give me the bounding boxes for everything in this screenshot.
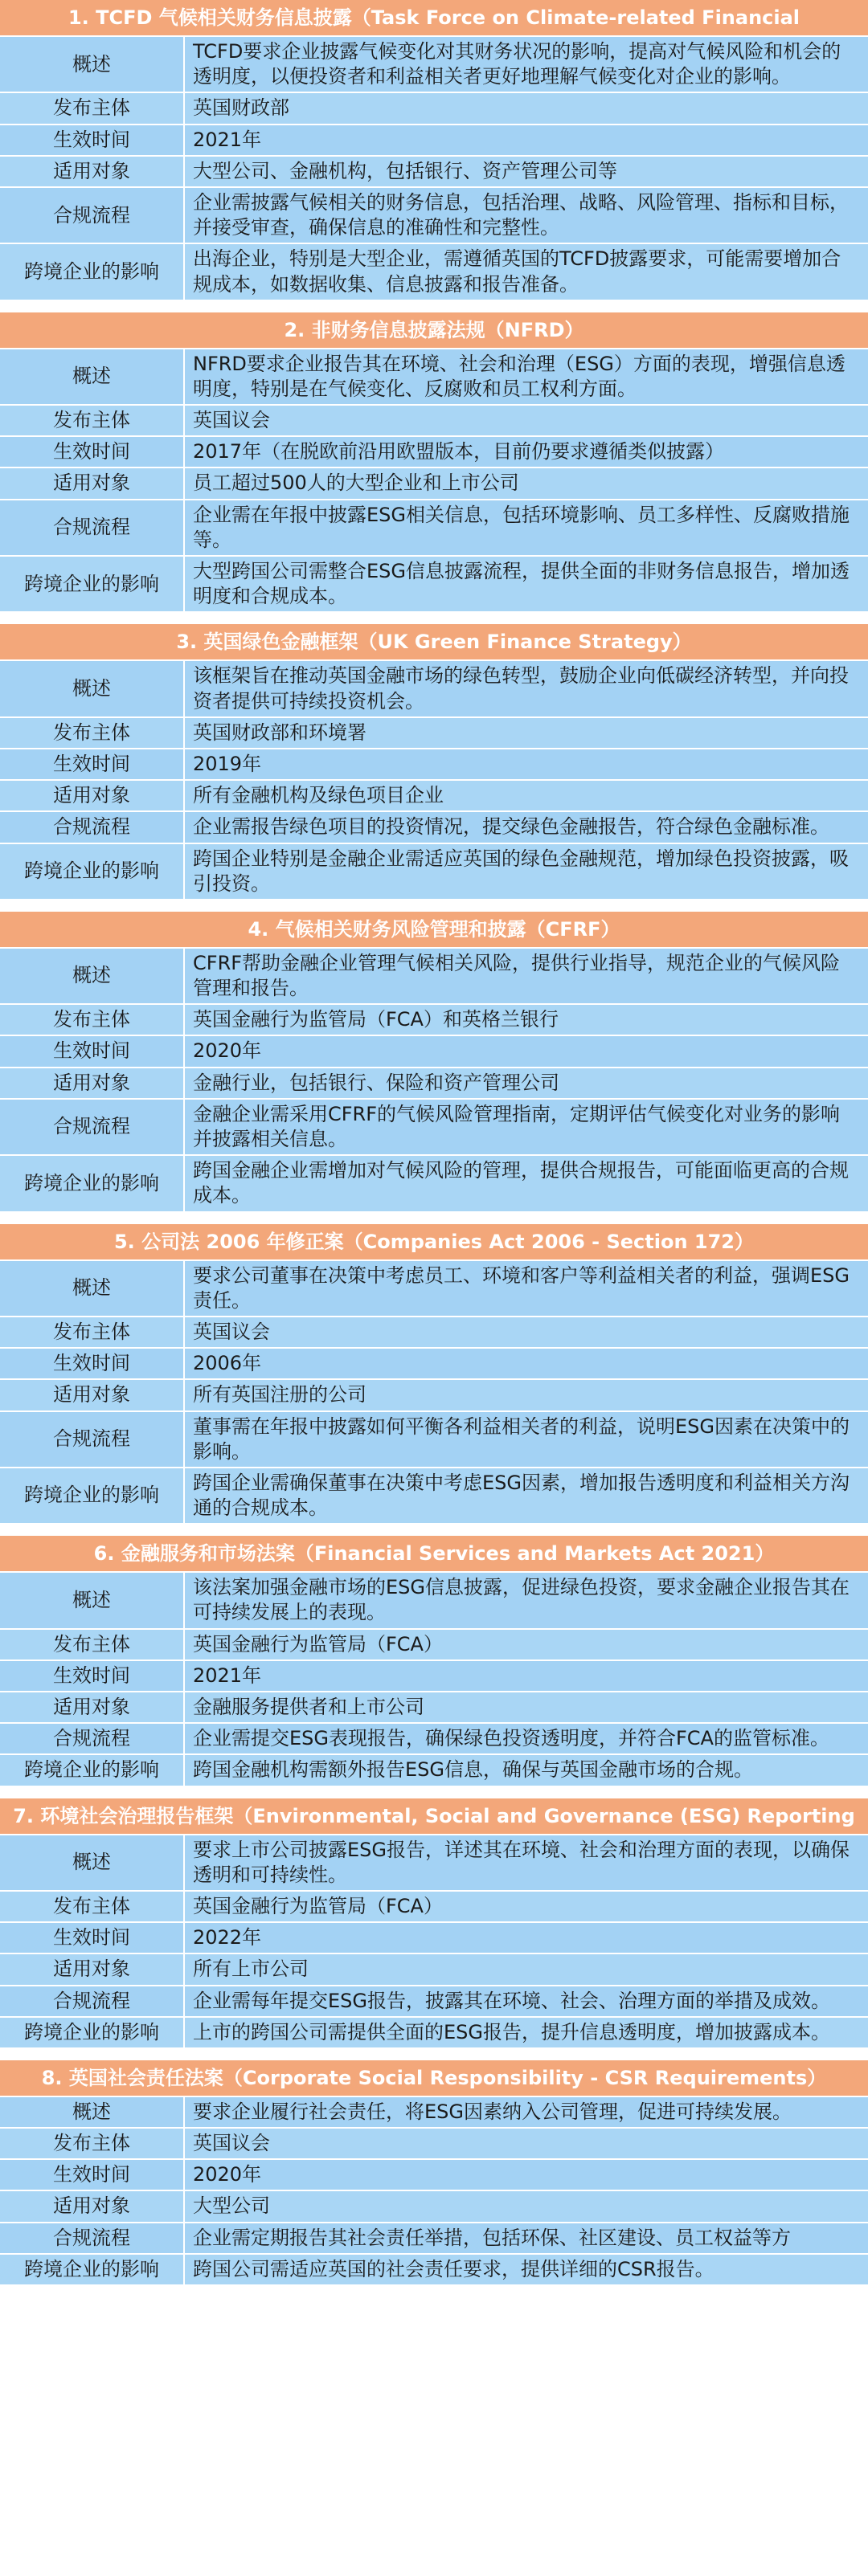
row-value: 金融行业，包括银行、保险和资产管理公司 xyxy=(185,1068,868,1098)
row-label: 生效时间 xyxy=(0,2160,183,2190)
table-row xyxy=(0,93,868,123)
table-row xyxy=(0,718,868,748)
row-label: 适用对象 xyxy=(0,157,183,186)
row-value: 企业需每年提交ESG报告，披露其在环境、社会、治理方面的举措及成效。 xyxy=(185,1986,868,2016)
table-row xyxy=(0,844,868,899)
regulation-section xyxy=(0,912,868,1211)
row-label: 概述 xyxy=(0,2097,183,2127)
row-label: 跨境企业的影响 xyxy=(0,557,183,611)
table-row xyxy=(0,1380,868,1410)
table-row xyxy=(0,781,868,810)
table-row xyxy=(0,949,868,1003)
section-table xyxy=(0,2097,868,2284)
section-title: 2. 非财务信息披露法规（NFRD） xyxy=(0,312,868,348)
table-row xyxy=(0,1661,868,1691)
table-row xyxy=(0,406,868,435)
row-label: 生效时间 xyxy=(0,125,183,155)
table-row xyxy=(0,1317,868,1347)
row-label: 生效时间 xyxy=(0,1349,183,1378)
row-value: 英国议会 xyxy=(185,406,868,435)
row-label: 发布主体 xyxy=(0,2129,183,2158)
row-label: 合规流程 xyxy=(0,188,183,243)
table-row xyxy=(0,1692,868,1722)
row-value: 金融企业需采用CFRF的气候风险管理指南，定期评估气候变化对业务的影响并披露相关信息。 xyxy=(185,1100,868,1154)
table-row xyxy=(0,812,868,842)
section-title: 3. 英国绿色金融框架（UK Green Finance Strategy） xyxy=(0,624,868,659)
row-label: 概述 xyxy=(0,1835,183,1890)
table-row xyxy=(0,125,868,155)
row-label: 适用对象 xyxy=(0,1692,183,1722)
row-value: 英国金融行为监管局（FCA） xyxy=(185,1892,868,1921)
section-table xyxy=(0,1573,868,1785)
table-row xyxy=(0,2018,868,2047)
row-value: 2017年（在脱欧前沿用欧盟版本，目前仍要求遵循类似披露） xyxy=(185,437,868,467)
section-table xyxy=(0,661,868,899)
row-label: 合规流程 xyxy=(0,1100,183,1154)
row-label: 跨境企业的影响 xyxy=(0,244,183,299)
row-value: 英国金融行为监管局（FCA）和英格兰银行 xyxy=(185,1005,868,1035)
table-row xyxy=(0,1005,868,1035)
row-value: 所有上市公司 xyxy=(185,1954,868,1984)
row-value: 英国财政部 xyxy=(185,93,868,123)
row-label: 适用对象 xyxy=(0,1954,183,1984)
row-value: 企业需提交ESG表现报告，确保绿色投资透明度，并符合FCA的监管标准。 xyxy=(185,1724,868,1753)
row-value: 所有英国注册的公司 xyxy=(185,1380,868,1410)
table-row xyxy=(0,1835,868,1890)
table-row xyxy=(0,557,868,611)
row-value: 英国财政部和环境署 xyxy=(185,718,868,748)
row-value: 大型跨国公司需整合ESG信息披露流程，提供全面的非财务信息报告，增加透明度和合规成本。 xyxy=(185,557,868,611)
row-value: 金融服务提供者和上市公司 xyxy=(185,1692,868,1722)
row-label: 生效时间 xyxy=(0,1923,183,1953)
section-title: 6. 金融服务和市场法案（Financial Services and Markets Act 2021） xyxy=(0,1536,868,1571)
table-row xyxy=(0,1068,868,1098)
row-label: 适用对象 xyxy=(0,468,183,498)
table-row xyxy=(0,188,868,243)
row-value: TCFD要求企业披露气候变化对其财务状况的影响，提高对气候风险和机会的透明度，以便投资者和利益相关者更好地理解气候变化对企业的影响。 xyxy=(185,37,868,92)
row-label: 概述 xyxy=(0,1573,183,1627)
regulation-section xyxy=(0,1536,868,1785)
table-row xyxy=(0,1100,868,1154)
table-row xyxy=(0,1954,868,1984)
table-row xyxy=(0,1349,868,1378)
row-value: 跨国金融企业需增加对气候风险的管理，提供合规报告，可能面临更高的合规成本。 xyxy=(185,1156,868,1210)
row-value: 2021年 xyxy=(185,1661,868,1691)
row-value: 跨国金融机构需额外报告ESG信息，确保与英国金融市场的合规。 xyxy=(185,1755,868,1785)
table-row xyxy=(0,2160,868,2190)
regulation-section xyxy=(0,0,868,300)
row-label: 合规流程 xyxy=(0,812,183,842)
row-value: 董事需在年报中披露如何平衡各利益相关者的利益，说明ESG因素在决策中的影响。 xyxy=(185,1412,868,1467)
row-label: 合规流程 xyxy=(0,1986,183,2016)
row-value: 跨国公司需适应英国的社会责任要求，提供详细的CSR报告。 xyxy=(185,2255,868,2284)
row-value: 企业需定期报告其社会责任举措，包括环保、社区建设、员工权益等方 xyxy=(185,2223,868,2253)
row-label: 适用对象 xyxy=(0,1380,183,1410)
row-label: 发布主体 xyxy=(0,406,183,435)
row-label: 发布主体 xyxy=(0,718,183,748)
row-label: 生效时间 xyxy=(0,1661,183,1691)
table-row xyxy=(0,2129,868,2158)
table-row xyxy=(0,1036,868,1066)
row-label: 跨境企业的影响 xyxy=(0,2018,183,2047)
table-row xyxy=(0,1755,868,1785)
section-table xyxy=(0,949,868,1211)
table-row xyxy=(0,37,868,92)
row-value: 大型公司 xyxy=(185,2191,868,2221)
table-row xyxy=(0,749,868,779)
row-label: 跨境企业的影响 xyxy=(0,1156,183,1210)
row-label: 生效时间 xyxy=(0,437,183,467)
row-label: 跨境企业的影响 xyxy=(0,844,183,899)
row-label: 跨境企业的影响 xyxy=(0,1755,183,1785)
section-table xyxy=(0,1261,868,1524)
regulation-section xyxy=(0,2060,868,2284)
table-row xyxy=(0,157,868,186)
row-value: 所有金融机构及绿色项目企业 xyxy=(185,781,868,810)
table-row xyxy=(0,1923,868,1953)
row-value: 英国议会 xyxy=(185,1317,868,1347)
row-label: 发布主体 xyxy=(0,1005,183,1035)
row-value: 要求上市公司披露ESG报告，详述其在环境、社会和治理方面的表现，以确保透明和可持续性。 xyxy=(185,1835,868,1890)
row-label: 生效时间 xyxy=(0,1036,183,1066)
section-table xyxy=(0,37,868,300)
section-title: 1. TCFD 气候相关财务信息披露（Task Force on Climate-related Financial xyxy=(0,0,868,35)
row-label: 合规流程 xyxy=(0,1412,183,1467)
row-value: 跨国企业特别是金融企业需适应英国的绿色金融规范，增加绿色投资披露，吸引投资。 xyxy=(185,844,868,899)
row-value: 出海企业，特别是大型企业，需遵循英国的TCFD披露要求，可能需要增加合规成本，如数据收集、信息披露和报告准备。 xyxy=(185,244,868,299)
row-label: 跨境企业的影响 xyxy=(0,1468,183,1523)
table-row xyxy=(0,2223,868,2253)
row-value: 英国议会 xyxy=(185,2129,868,2158)
table-row xyxy=(0,1573,868,1627)
row-value: 2021年 xyxy=(185,125,868,155)
row-value: CFRF帮助金融企业管理气候相关风险，提供行业指导，规范企业的气候风险管理和报告。 xyxy=(185,949,868,1003)
row-label: 概述 xyxy=(0,949,183,1003)
row-value: 大型公司、金融机构，包括银行、资产管理公司等 xyxy=(185,157,868,186)
row-value: NFRD要求企业报告其在环境、社会和治理（ESG）方面的表现，增强信息透明度，特别是在气候变化、反腐败和员工权利方面。 xyxy=(185,349,868,404)
row-label: 概述 xyxy=(0,349,183,404)
row-value: 2020年 xyxy=(185,1036,868,1066)
row-value: 企业需披露气候相关的财务信息，包括治理、战略、风险管理、指标和目标，并接受审查，确保信息的准确性和完整性。 xyxy=(185,188,868,243)
regulation-section xyxy=(0,312,868,612)
table-row xyxy=(0,1724,868,1753)
table-row xyxy=(0,500,868,555)
regulation-section xyxy=(0,1798,868,2047)
table-row xyxy=(0,2255,868,2284)
section-table xyxy=(0,349,868,612)
table-row xyxy=(0,1986,868,2016)
row-value: 员工超过500人的大型企业和上市公司 xyxy=(185,468,868,498)
section-title: 7. 环境社会治理报告框架（Environmental, Social and Governance (ESG) Reporting xyxy=(0,1798,868,1834)
row-label: 发布主体 xyxy=(0,93,183,123)
table-row xyxy=(0,661,868,716)
row-value: 要求企业履行社会责任，将ESG因素纳入公司管理，促进可持续发展。 xyxy=(185,2097,868,2127)
row-value: 该法案加强金融市场的ESG信息披露，促进绿色投资，要求金融企业报告其在可持续发展上的表现。 xyxy=(185,1573,868,1627)
row-label: 生效时间 xyxy=(0,749,183,779)
table-row xyxy=(0,244,868,299)
row-value: 2019年 xyxy=(185,749,868,779)
row-label: 跨境企业的影响 xyxy=(0,2255,183,2284)
row-label: 适用对象 xyxy=(0,1068,183,1098)
row-value: 企业需在年报中披露ESG相关信息，包括环境影响、员工多样性、反腐败措施等。 xyxy=(185,500,868,555)
table-row xyxy=(0,437,868,467)
table-row xyxy=(0,2191,868,2221)
row-label: 合规流程 xyxy=(0,500,183,555)
row-label: 概述 xyxy=(0,1261,183,1316)
row-label: 发布主体 xyxy=(0,1317,183,1347)
regulation-section xyxy=(0,624,868,899)
table-row xyxy=(0,1892,868,1921)
row-value: 上市的跨国公司需提供全面的ESG报告，提升信息透明度，增加披露成本。 xyxy=(185,2018,868,2047)
row-label: 适用对象 xyxy=(0,781,183,810)
section-title: 8. 英国社会责任法案（Corporate Social Responsibility - CSR Requirements） xyxy=(0,2060,868,2096)
row-value: 企业需报告绿色项目的投资情况，提交绿色金融报告，符合绿色金融标准。 xyxy=(185,812,868,842)
row-label: 合规流程 xyxy=(0,1724,183,1753)
row-value: 2006年 xyxy=(185,1349,868,1378)
table-row xyxy=(0,349,868,404)
row-label: 发布主体 xyxy=(0,1630,183,1659)
row-value: 英国金融行为监管局（FCA） xyxy=(185,1630,868,1659)
table-row xyxy=(0,1261,868,1316)
row-label: 合规流程 xyxy=(0,2223,183,2253)
section-table xyxy=(0,1835,868,2047)
row-label: 概述 xyxy=(0,37,183,92)
table-row xyxy=(0,468,868,498)
row-value: 跨国企业需确保董事在决策中考虑ESG因素，增加报告透明度和利益相关方沟通的合规成本。 xyxy=(185,1468,868,1523)
row-value: 该框架旨在推动英国金融市场的绿色转型，鼓励企业向低碳经济转型，并向投资者提供可持续投资机会。 xyxy=(185,661,868,716)
row-label: 适用对象 xyxy=(0,2191,183,2221)
row-label: 发布主体 xyxy=(0,1892,183,1921)
row-value: 2020年 xyxy=(185,2160,868,2190)
row-value: 要求公司董事在决策中考虑员工、环境和客户等利益相关者的利益，强调ESG责任。 xyxy=(185,1261,868,1316)
table-row xyxy=(0,1468,868,1523)
regulation-section xyxy=(0,1224,868,1524)
section-title: 5. 公司法 2006 年修正案（Companies Act 2006 - Section 172） xyxy=(0,1224,868,1259)
table-row xyxy=(0,1630,868,1659)
table-row xyxy=(0,1412,868,1467)
section-title: 4. 气候相关财务风险管理和披露（CFRF） xyxy=(0,912,868,947)
row-label: 概述 xyxy=(0,661,183,716)
table-row xyxy=(0,2097,868,2127)
row-value: 2022年 xyxy=(185,1923,868,1953)
table-row xyxy=(0,1156,868,1210)
